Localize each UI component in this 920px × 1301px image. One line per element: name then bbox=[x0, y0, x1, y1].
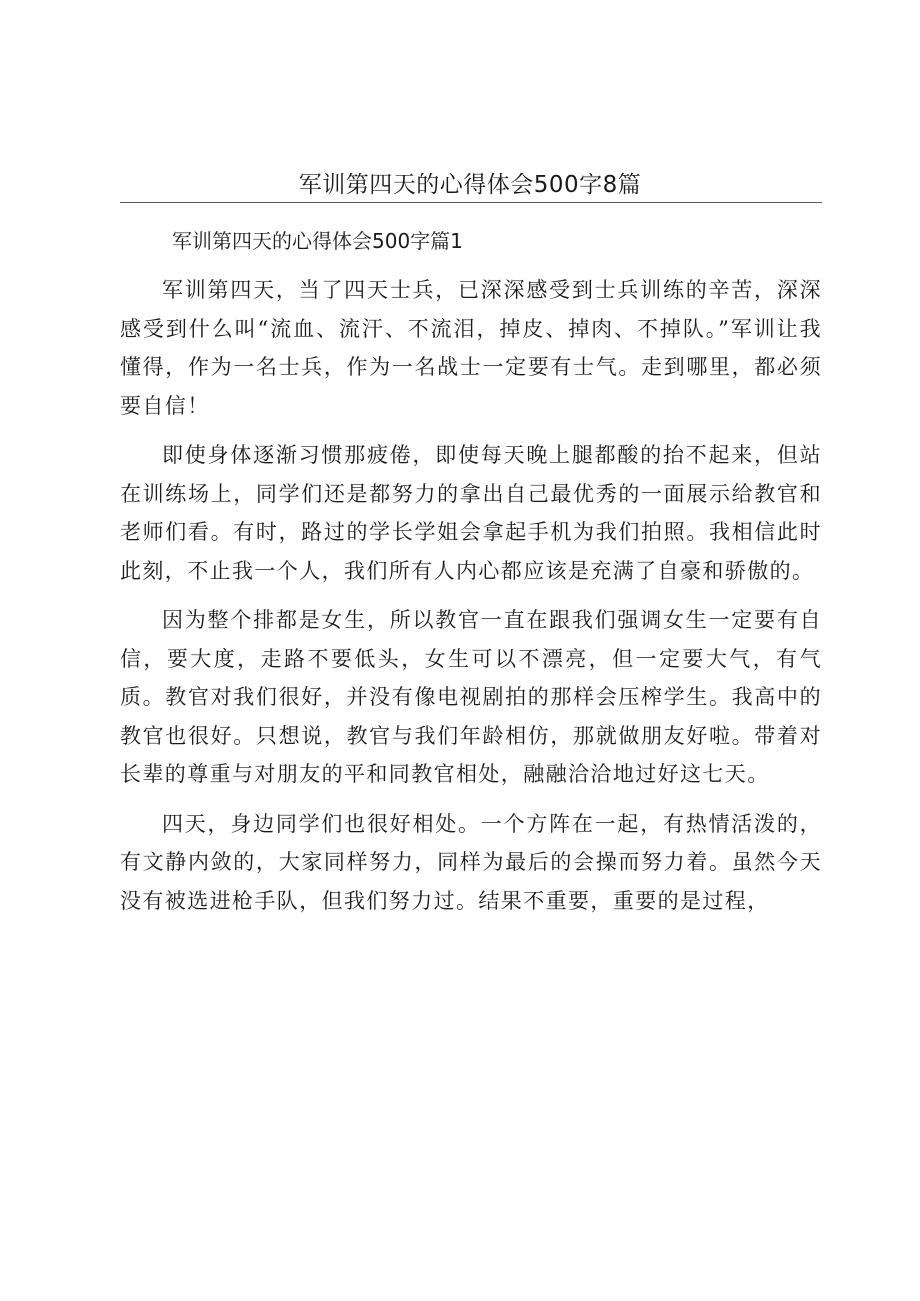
document-title: 军训第四天的心得体会500字8篇 bbox=[298, 172, 642, 198]
section-heading: 军训第四天的心得体会500字篇1 bbox=[172, 229, 463, 253]
paragraph-2: 即使身体逐渐习惯那疲倦，即使每天晚上腿都酸的抬不起来，但站在训练场上，同学们还是都努力的拿出自己最优秀的一面展示给教官和老师们看。有时，路过的学长学姐会拿起手机为我们拍照。我相信此时此刻，不止我一个人，我们所有人内心都应该是充满了自豪和骄傲的。 bbox=[120, 443, 822, 583]
paragraph-1: 军训第四天，当了四天士兵，已深深感受到士兵训练的辛苦，深深感受到什么叫“流血、流汗、不流泪，掉皮、掉肉、不掉队。”军训让我懂得，作为一名士兵，作为一名战士一定要有士气。走到哪里，都必须要自信！ bbox=[120, 278, 822, 418]
document-body bbox=[120, 271, 822, 931]
title-underline bbox=[120, 202, 822, 203]
paragraph-4: 四天，身边同学们也很好相处。一个方阵在一起，有热情活泼的，有文静内敛的，大家同样努力，同样为最后的会操而努力着。虽然今天没有被选进枪手队，但我们努力过。结果不重要，重要的是过程， bbox=[120, 811, 822, 913]
paragraph-3: 因为整个排都是女生，所以教官一直在跟我们强调女生一定要有自信，要大度，走路不要低头，女生可以不漂亮，但一定要大气，有气质。教官对我们很好，并没有像电视剧拍的那样会压榨学生。我高中的教官也很好。只想说，教官与我们年龄相仿，那就做朋友好啦。带着对长辈的尊重与对朋友的平和同教官相处，融融洽洽地过好这七天。 bbox=[120, 608, 822, 786]
